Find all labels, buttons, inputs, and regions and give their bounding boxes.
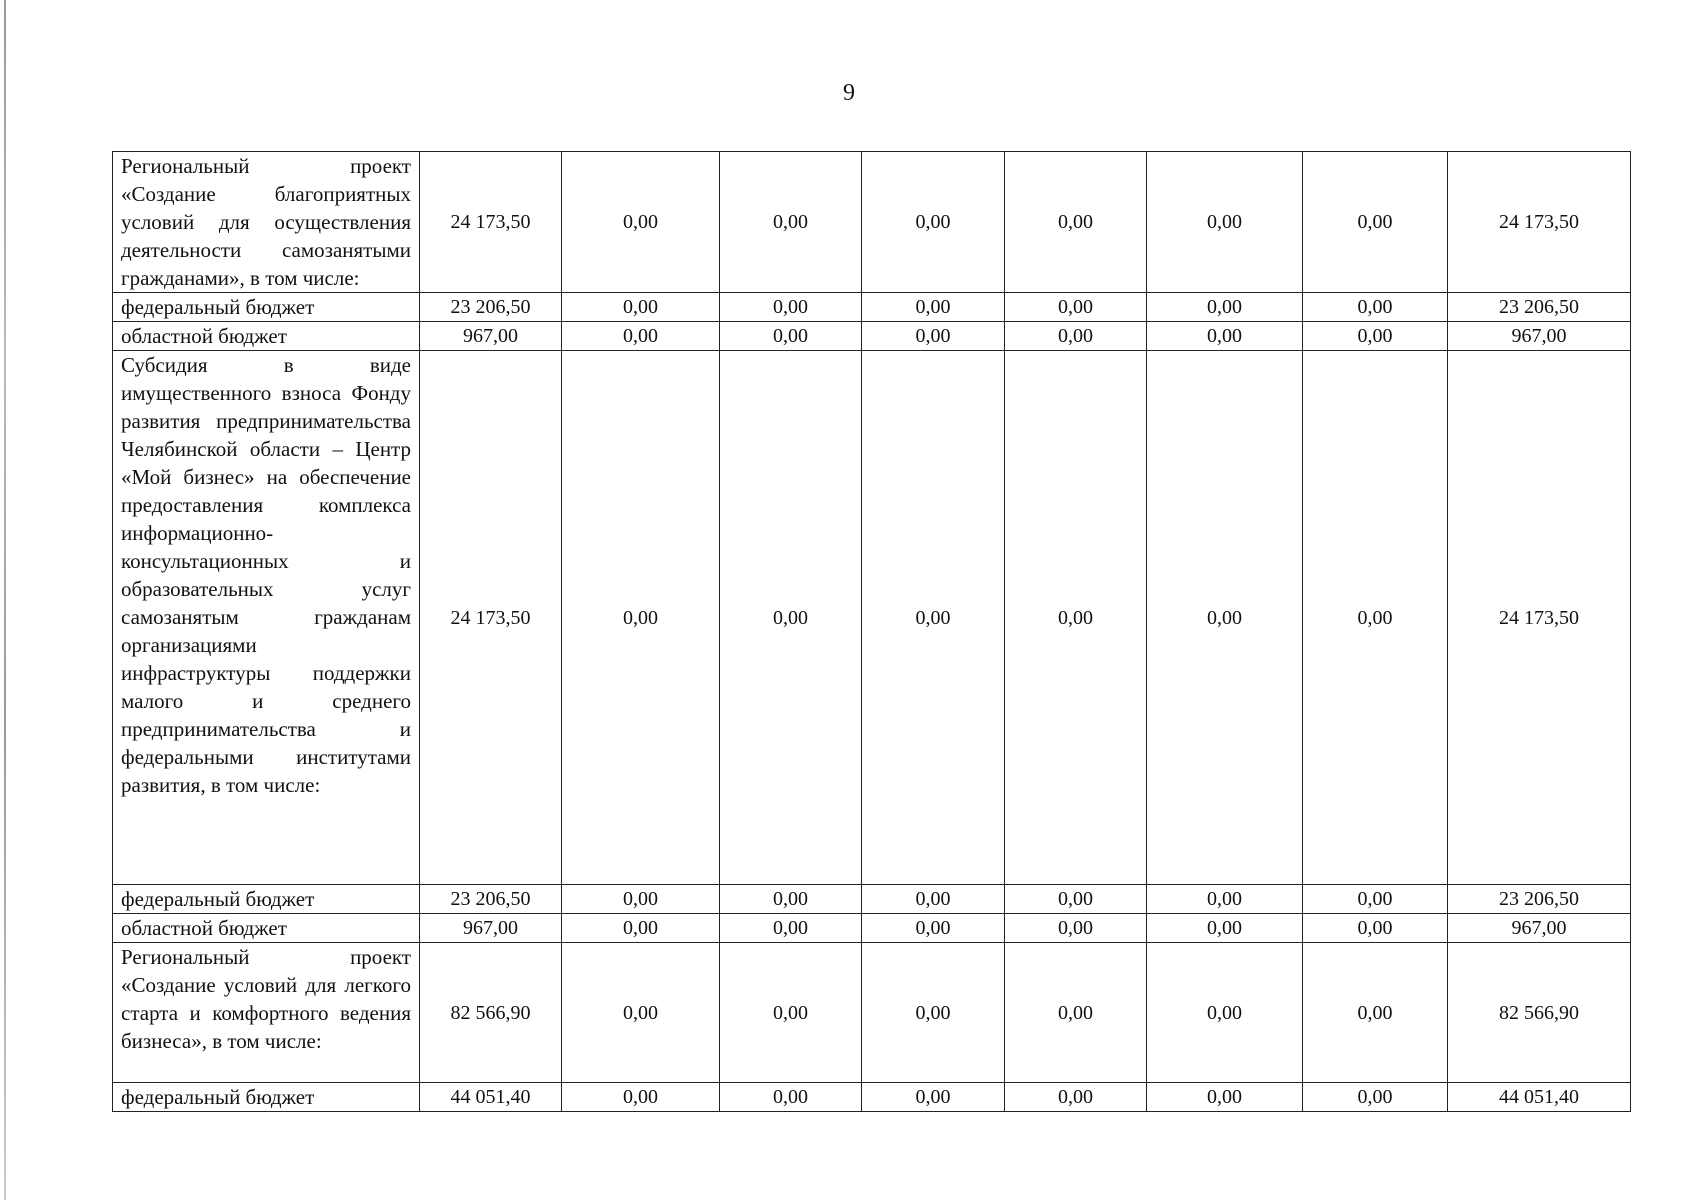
row-label: федеральный бюджет (113, 1083, 420, 1112)
table-cell: 0,00 (1005, 351, 1147, 885)
table-cell: 0,00 (1147, 1083, 1303, 1112)
table-cell: 0,00 (1147, 914, 1303, 943)
page-number: 9 (843, 80, 855, 106)
table-cell: 0,00 (562, 885, 720, 914)
table-cell: 967,00 (420, 322, 562, 351)
table-cell: 967,00 (1448, 914, 1631, 943)
table-cell: 0,00 (862, 1083, 1005, 1112)
table-cell: 0,00 (720, 293, 862, 322)
table-cell: 967,00 (420, 914, 562, 943)
table-row (113, 943, 1631, 1083)
table-cell: 0,00 (720, 1083, 862, 1112)
table-row (113, 885, 1631, 914)
table-cell: 0,00 (1303, 943, 1448, 1083)
table-cell: 24 173,50 (420, 351, 562, 885)
table-row (113, 1083, 1631, 1112)
table-cell: 0,00 (1303, 322, 1448, 351)
row-label: федеральный бюджет (113, 885, 420, 914)
table-cell: 44 051,40 (1448, 1083, 1631, 1112)
table-cell: 23 206,50 (1448, 293, 1631, 322)
table-cell: 0,00 (720, 322, 862, 351)
table-cell: 44 051,40 (420, 1083, 562, 1112)
table-cell: 0,00 (1147, 943, 1303, 1083)
table-cell: 0,00 (1147, 885, 1303, 914)
row-label: Субсидия в виде имущественного взноса Фонду развития предпринимательства Челябинской области – Центр «Мой бизнес» на обеспечение предоставления комплекса информационно-консультационных и образовательных услуг самозанятым гражданам организациями инфраструктуры поддержки малого и среднего предпринимательства и федеральными институтами развития, в том числе: (113, 351, 420, 885)
table-cell: 0,00 (1005, 914, 1147, 943)
table-cell: 0,00 (1005, 1083, 1147, 1112)
table-cell: 0,00 (562, 351, 720, 885)
table-cell: 0,00 (1303, 351, 1448, 885)
table-cell: 0,00 (1147, 322, 1303, 351)
table-cell: 0,00 (862, 914, 1005, 943)
table-row (113, 152, 1631, 293)
table-cell: 0,00 (562, 322, 720, 351)
table-cell: 0,00 (862, 351, 1005, 885)
table-cell: 0,00 (720, 885, 862, 914)
table-row (113, 914, 1631, 943)
table-cell: 0,00 (720, 914, 862, 943)
table-cell: 0,00 (562, 293, 720, 322)
table-cell: 0,00 (1303, 885, 1448, 914)
table-cell: 0,00 (1005, 152, 1147, 293)
table-cell: 0,00 (1005, 293, 1147, 322)
table-cell: 0,00 (1147, 351, 1303, 885)
table-cell: 82 566,90 (1448, 943, 1631, 1083)
table-cell: 0,00 (1303, 914, 1448, 943)
table-cell: 0,00 (1005, 885, 1147, 914)
table-cell: 0,00 (1147, 293, 1303, 322)
table-cell: 0,00 (1303, 293, 1448, 322)
table-cell: 24 173,50 (1448, 152, 1631, 293)
table-cell: 24 173,50 (420, 152, 562, 293)
table-cell: 0,00 (862, 885, 1005, 914)
budget-table (112, 151, 1631, 1112)
table-cell: 967,00 (1448, 322, 1631, 351)
table-cell: 0,00 (562, 1083, 720, 1112)
table-cell: 0,00 (862, 152, 1005, 293)
row-label: областной бюджет (113, 914, 420, 943)
table-cell: 0,00 (562, 152, 720, 293)
table-cell: 24 173,50 (1448, 351, 1631, 885)
table-row (113, 351, 1631, 885)
table-cell: 0,00 (562, 943, 720, 1083)
row-label: федеральный бюджет (113, 293, 420, 322)
table-cell: 0,00 (562, 914, 720, 943)
row-label: Региональный проект «Создание благоприятных условий для осуществления деятельности самозанятыми гражданами», в том числе: (113, 152, 420, 293)
table-cell: 0,00 (720, 351, 862, 885)
table-cell: 0,00 (862, 293, 1005, 322)
table-cell: 0,00 (1005, 943, 1147, 1083)
table-cell: 0,00 (720, 943, 862, 1083)
table-cell: 23 206,50 (420, 885, 562, 914)
table-cell: 0,00 (720, 152, 862, 293)
row-label: Региональный проект «Создание условий для легкого старта и комфортного ведения бизнеса», в том числе: (113, 943, 420, 1083)
scan-edge-line (4, 0, 6, 1200)
table-cell: 82 566,90 (420, 943, 562, 1083)
row-label: областной бюджет (113, 322, 420, 351)
table-cell: 0,00 (1005, 322, 1147, 351)
table-cell: 0,00 (1303, 152, 1448, 293)
table-cell: 0,00 (862, 943, 1005, 1083)
table-cell: 23 206,50 (1448, 885, 1631, 914)
table-row (113, 322, 1631, 351)
table-cell: 0,00 (862, 322, 1005, 351)
table-cell: 23 206,50 (420, 293, 562, 322)
table-cell: 0,00 (1303, 1083, 1448, 1112)
table-cell: 0,00 (1147, 152, 1303, 293)
table-row (113, 293, 1631, 322)
